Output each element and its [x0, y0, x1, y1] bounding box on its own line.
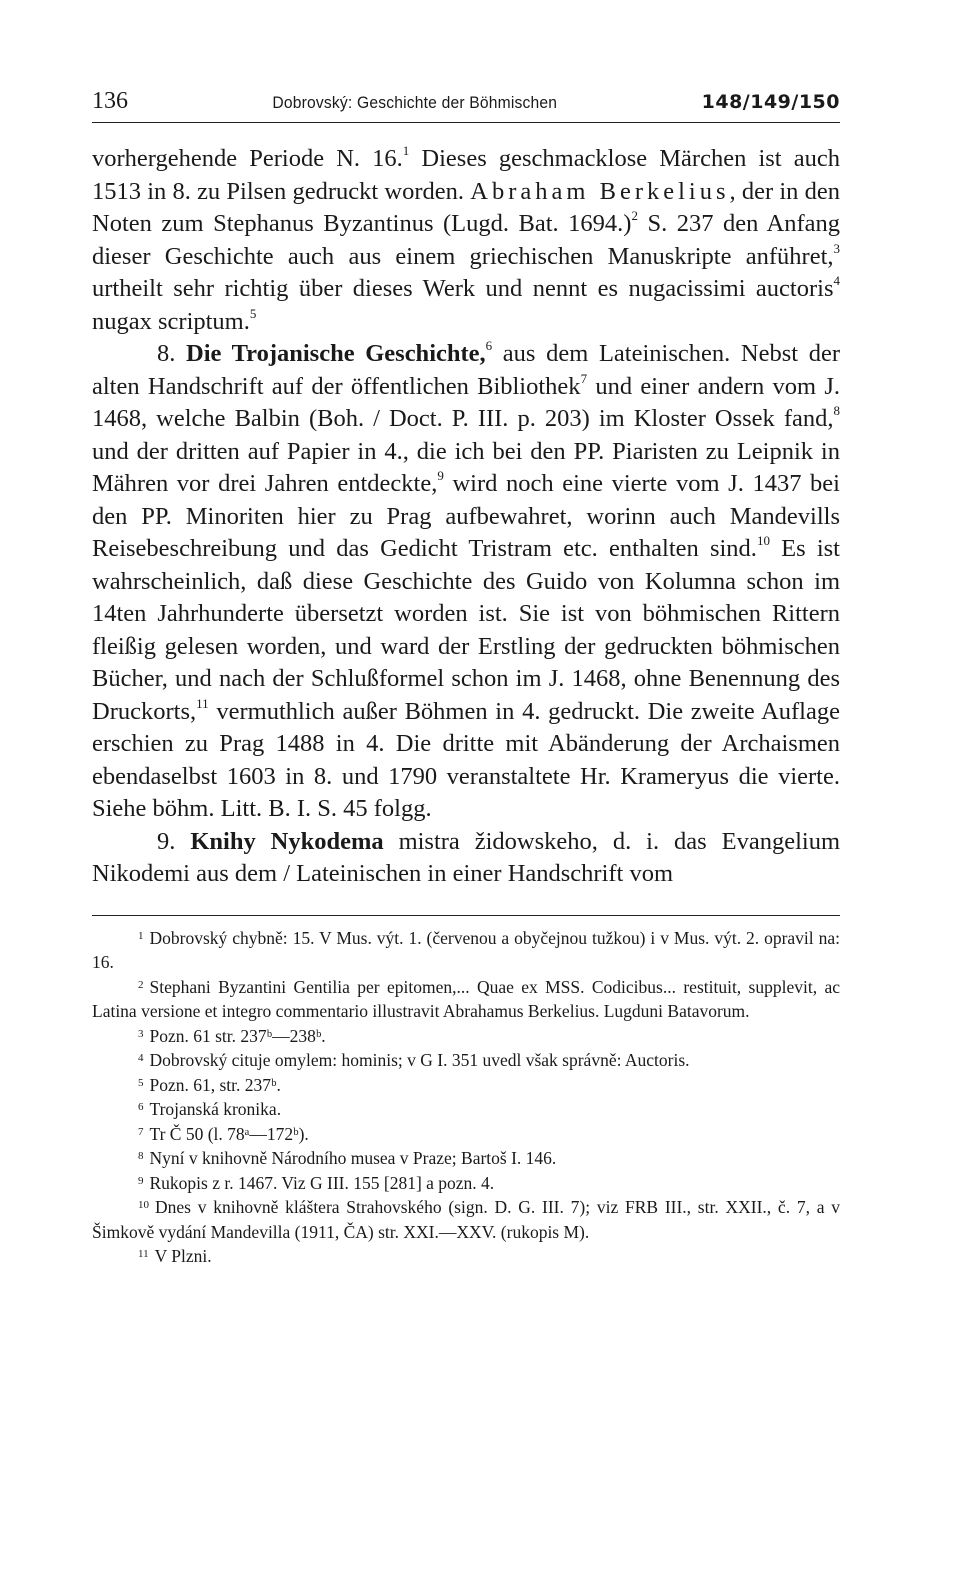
footnote-mark: 7: [138, 1125, 144, 1138]
footnote-text: Dobrovský cituje omylem: hominis; v G I. 351 uvedl však správně: Auctoris.: [149, 1050, 690, 1070]
footnote-text: Stephani Byzantini Gentilia per epitomen,... Quae ex MSS. Codicibus... restituit, supplevit, ac Latina versione et integro commentario illustravit Abrahamus Berkelius. Lugduni Batavorum.: [92, 976, 840, 1021]
footnote-ref: 3: [833, 240, 840, 256]
footnote-text: Dobrovský chybně: 15. V Mus. výt. 1. (červenou a obyčejnou tužkou) i v Mus. výt. 2. opravil na: 16.: [92, 927, 840, 972]
footnote-ref: 9: [437, 468, 444, 483]
footnote-mark: 5: [138, 1076, 144, 1089]
footnote-ref: 7: [580, 370, 588, 386]
footnote-ref: 5: [249, 305, 257, 321]
item-number: 9.: [157, 827, 191, 855]
footnote-mark: 11: [138, 1248, 149, 1260]
footnote-ref: 1: [402, 143, 410, 158]
item-number: 8.: [157, 340, 187, 367]
text-run: und einer andern vom J. 1468, welche Balbin (Boh. / Doct. P. III. p. 203) im Kloster Ossek fand,: [92, 372, 841, 432]
footnote-text: Rukopis z r. 1467. Viz G III. 155 [281] a pozn. 4.: [149, 1172, 495, 1193]
item-title: Die Trojanische Geschichte,: [186, 340, 486, 367]
footnote: [92, 1195, 840, 1244]
running-title: Dobrovský: Geschichte der Böhmischen: [272, 93, 558, 112]
text-run: wird noch eine vierte vom J. 1437 bei den PP. Minoriten hier zu Prag aufbewahret, worinn auch Mandevills Reisebeschreibung und das Gedicht Tristram etc. enthalten sind.: [92, 470, 840, 562]
main-text: [92, 143, 840, 891]
footnote: [92, 926, 840, 975]
signature-range: 148/149/150: [701, 91, 840, 113]
text-run: urtheilt sehr richtig über dieses Werk und nennt es nugacissimi auctoris: [92, 275, 834, 302]
footnote: [92, 1048, 840, 1073]
text-run: aus dem Lateinischen. Nebst der alten Handschrift auf der öffentlichen Bibliothek: [92, 340, 840, 400]
text-run: und der dritten auf Papier in 4., die ich bei den PP. Piaristen zu Leipnik in Mähren vor drei Jahren entdeckte,: [92, 437, 840, 497]
footnote-text: Nyní v knihovně Národního musea v Praze; Bartoš I. 146.: [149, 1148, 557, 1168]
footnote: [92, 975, 840, 1024]
footnote-mark: 2: [138, 978, 144, 991]
footnote-text: Pozn. 61, str. 237ᵇ.: [149, 1074, 281, 1095]
text-run: , der in den Noten zum Stephanus Byzantinus (Lugd. Bat. 1694.): [92, 177, 840, 237]
footnote: [92, 1122, 840, 1147]
footnotes: [92, 915, 840, 1269]
footnote-ref: 10: [756, 533, 770, 548]
footnote: [92, 1244, 840, 1269]
footnote-ref: 6: [485, 338, 493, 353]
footnote-mark: 9: [138, 1174, 144, 1187]
footnote-text: Dnes v knihovně kláštera Strahovského (sign. D. G. III. 7); viz FRB III., str. XXII., č. 7, a v Šimkově vydání Mandevilla (1911, ČA) str. XXI.—XXV. (rukopis M).: [92, 1197, 840, 1242]
footnote: [92, 1024, 840, 1049]
item-title: Knihy Nykodema: [190, 827, 384, 855]
running-head: [92, 88, 840, 123]
footnote-mark: 4: [138, 1052, 144, 1064]
footnote-ref: 8: [833, 403, 840, 418]
book-page: [92, 88, 840, 1269]
footnote-text: Tr Č 50 (l. 78ᵃ—172ᵇ).: [149, 1123, 309, 1144]
footnote-ref: 2: [631, 208, 638, 223]
paragraph-item-9: [92, 826, 840, 891]
footnote-ref: 11: [196, 695, 209, 711]
footnote-mark: 3: [138, 1027, 144, 1040]
footnote-ref: 4: [833, 273, 840, 288]
footnote-mark: 8: [138, 1150, 144, 1162]
text-run: Es ist wahrscheinlich, daß diese Geschichte des Guido von Kolumna schon im 14ten Jahrhunderte übersetzt worden ist. Sie ist von böhmischen Rittern fleißig gelesen worden, und ward der Erstling der gedruckten böhmischen Bücher, und nach der Schlußformel schon im J. 1468, ohne Benennung des Druckorts,: [92, 535, 840, 725]
page-number: 136: [92, 88, 128, 114]
text-run: Dieses geschmacklose Märchen ist auch 1513 in 8. zu Pilsen gedruckt worden.: [92, 145, 840, 205]
text-run: nugax scriptum.: [92, 307, 250, 335]
text-run: vorhergehende Periode N. 16.: [92, 145, 403, 172]
footnote-mark: 6: [138, 1101, 144, 1113]
footnote-text: Pozn. 61 str. 237ᵇ—238ᵇ.: [149, 1025, 326, 1046]
footnote-text: V Plzni.: [154, 1246, 212, 1266]
footnote: [92, 1073, 840, 1098]
text-run: vermuthlich außer Böhmen in 4. gedruckt. Die zweite Auflage erschien zu Prag 1488 in 4. Die dritte mit Abänderung der Archaismen ebendaselbst 1603 in 8. und 1790 veranstaltete Hr. Krameryus die vierte. Siehe böhm. Litt. B. I. S. 45 folgg.: [92, 697, 840, 822]
footnote: [92, 1146, 840, 1171]
text-run: S. 237 den Anfang dieser Geschichte auch aus einem griechischen Manuskripte anführet,: [92, 210, 840, 270]
footnote: [92, 1097, 840, 1122]
paragraph-item-8: [92, 338, 840, 826]
footnote: [92, 1171, 840, 1196]
footnote-mark: 1: [138, 929, 144, 942]
paragraph-continuation: [92, 143, 840, 338]
footnote-text: Trojanská kronika.: [149, 1099, 282, 1119]
spaced-name: Abraham Berkelius: [470, 177, 730, 205]
text-run: mistra židowskeho, d. i. das Evangelium Nikodemi aus dem / Lateinischen in einer Handschrift vom: [92, 827, 841, 887]
footnote-mark: 10: [138, 1199, 149, 1211]
